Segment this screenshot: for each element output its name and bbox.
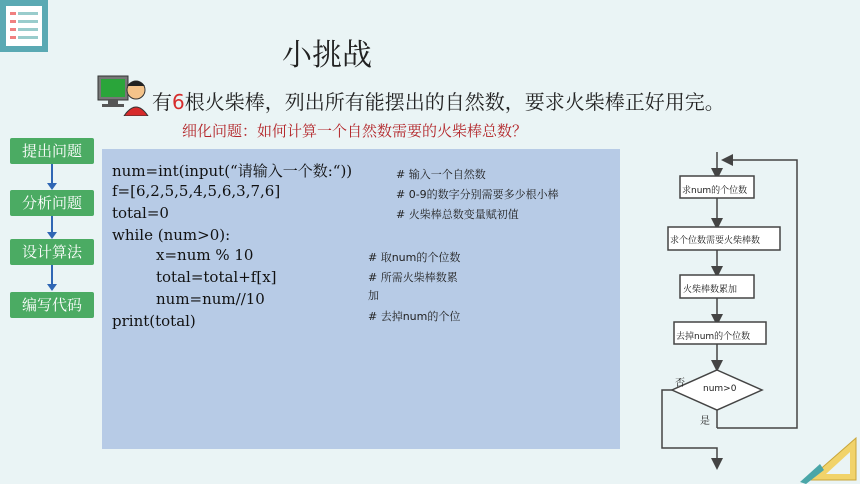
problem-statement — [152, 86, 725, 115]
arrow-down-icon — [47, 232, 57, 239]
code-line: x=num % 10 — [156, 246, 254, 264]
step-analyze-question[interactable]: 分析问题 — [10, 190, 94, 216]
flow-decision-label: num>0 — [703, 384, 737, 394]
step-design-algorithm[interactable]: 设计算法 — [10, 239, 94, 265]
arrow-down-icon — [47, 284, 57, 291]
problem-suffix: 根火柴棒，列出所有能摆出的自然数，要求火柴棒正好用完。 — [184, 90, 725, 114]
refine-question: 细化问题：如何计算一个自然数需要的火柴棒总数？ — [182, 122, 528, 140]
code-comment: # 输入一个自然数 — [396, 168, 486, 181]
code-line: f=[6,2,5,5,4,5,6,3,7,6] — [112, 182, 281, 200]
ruler-triangle-icon — [800, 430, 860, 484]
person-computer-icon — [96, 70, 152, 116]
document-list-icon — [0, 0, 48, 52]
flow-box-label: 求num的个位数 — [682, 186, 748, 196]
flowchart — [660, 148, 810, 470]
code-comment: # 所需火柴棒数累 — [368, 271, 458, 284]
flow-box-label: 求个位数需要火柴棒数 — [670, 236, 761, 246]
code-line: num=num//10 — [156, 290, 265, 308]
problem-prefix: 有 — [152, 90, 172, 114]
code-line: total=total+f[x] — [156, 268, 277, 286]
step-raise-question[interactable]: 提出问题 — [10, 138, 94, 164]
code-comment: 加 — [368, 289, 379, 302]
code-comment: # 去掉num的个位 — [368, 310, 461, 323]
flow-box-label: 火柴棒数累加 — [683, 285, 738, 295]
code-comment: # 0-9的数字分别需要多少根小棒 — [396, 188, 559, 201]
problem-highlight: 6 — [172, 90, 185, 114]
code-line: print(total) — [112, 312, 196, 330]
flow-box-label: 去掉num的个位数 — [676, 332, 751, 342]
arrow-down-icon — [47, 183, 57, 190]
step-write-code[interactable]: 编写代码 — [10, 292, 94, 318]
code-line: total=0 — [112, 204, 169, 222]
code-comment: # 取num的个位数 — [368, 251, 461, 264]
code-line: num=int(input(“请输入一个数:“)) — [112, 162, 353, 180]
flow-yes-label: 是 — [700, 416, 710, 427]
code-comment: # 火柴棒总数变量赋初值 — [396, 208, 519, 221]
flow-no-label: 否 — [675, 378, 685, 389]
code-line: while (num>0): — [112, 226, 231, 244]
slide-title: 小挑战 — [282, 38, 372, 73]
